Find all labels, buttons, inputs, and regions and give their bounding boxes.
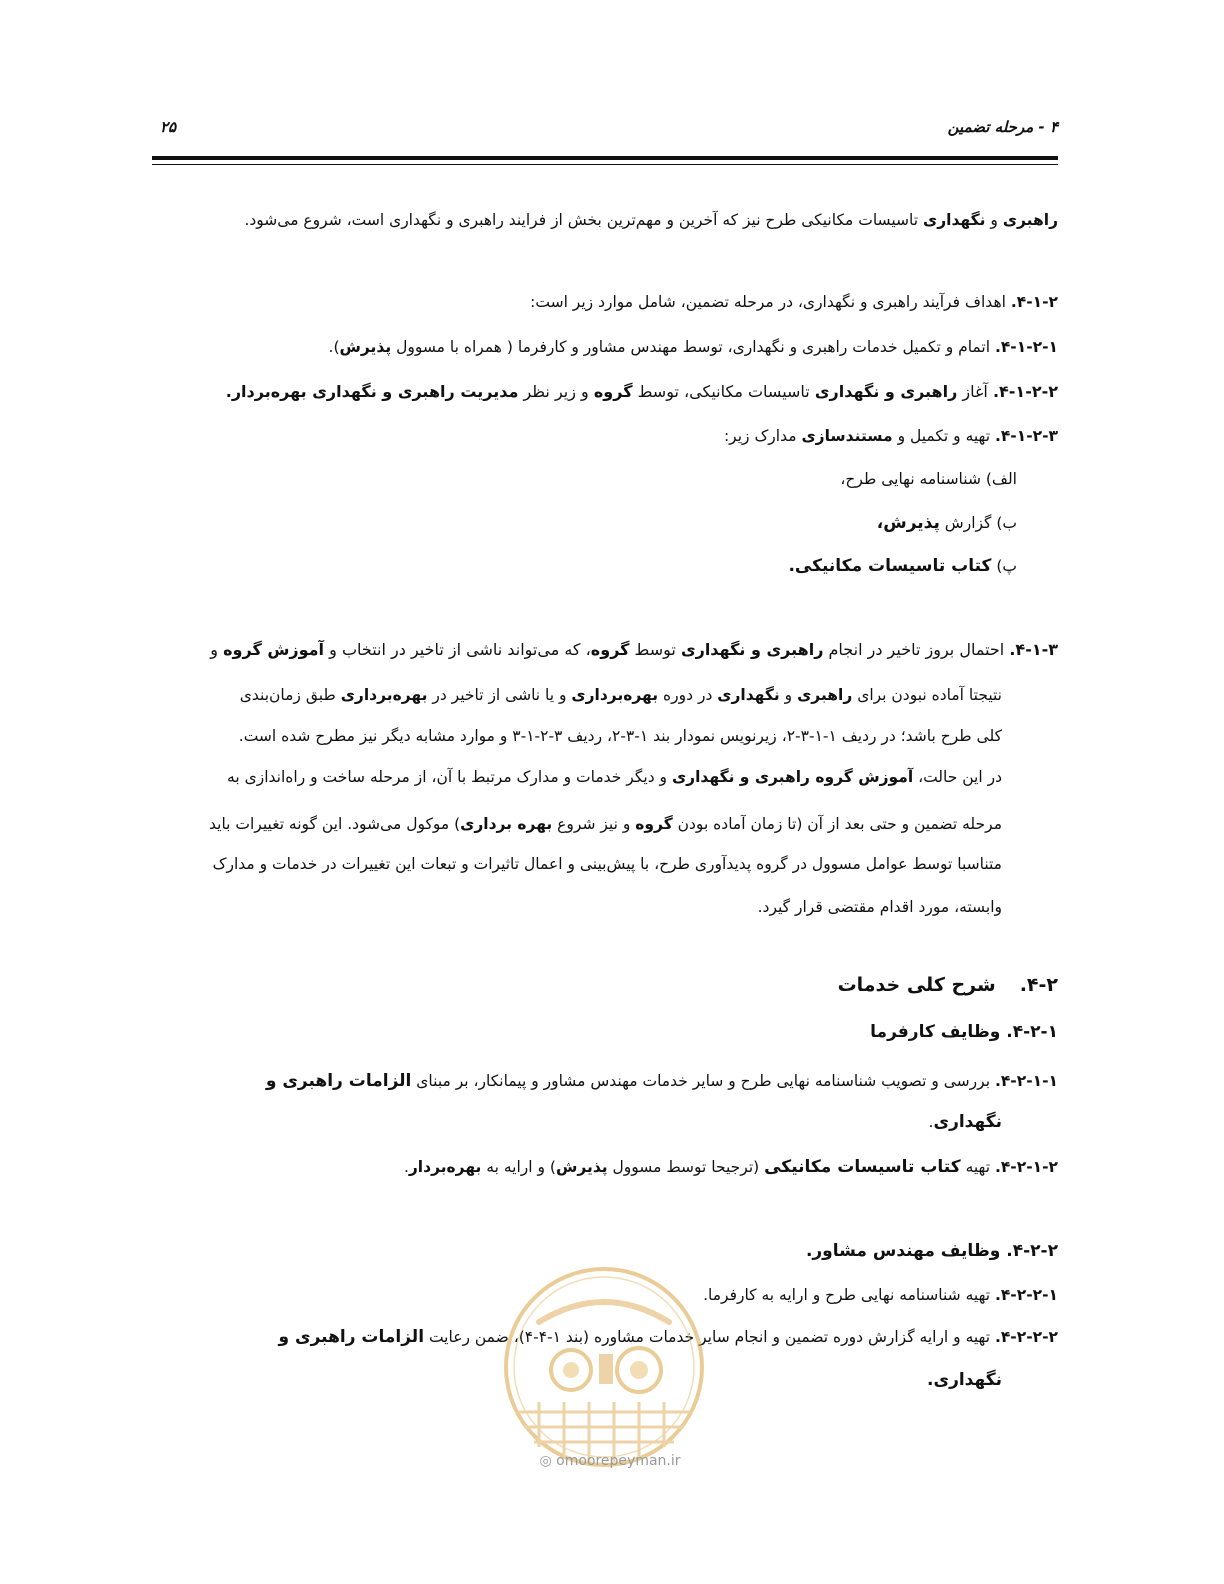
section-4-1-3-line-2: نتیجتا آماده نبودن برای راهبری و نگهداری در دوره بهره‌برداری و یا ناشی از تاخیر در بهره‌برداری طبق زمان‌بندی — [239, 686, 1002, 704]
section-4-1-3-line-6: متناسبا توسط عوامل مسوول در گروه پدیدآوری طرح، با پیش‌بینی و اعمال تاثیرات و تبعات این تغییرات در خدمات و مدارک — [212, 855, 1002, 873]
watermark-site: ◎ omoorepeyman.ir — [539, 1453, 681, 1469]
section-4-2-heading: ۴-۲.شرح کلی خدمات — [837, 974, 1058, 996]
list-item-pe: پ) کتاب تاسیسات مکانیکی. — [788, 556, 1017, 576]
section-4-2-2-heading: ۴-۲-۲. وظایف مهندس مشاور. — [805, 1241, 1058, 1261]
page-number: ۲۵ — [160, 118, 177, 136]
header-rule-thick — [152, 156, 1058, 160]
intro-paragraph: راهبری و نگهداری تاسیسات مکانیکی طرح نیز که آخرین و مهم‌ترین بخش از فرایند راهبری و نگهداری است، شروع می‌شود. — [244, 211, 1058, 229]
section-4-1-3-line-1: ۴-۱-۳. احتمال بروز تاخیر در انجام راهبری و نگهداری توسط گروه، که می‌تواند ناشی از تاخیر در انتخاب و آموزش گروه و — [210, 640, 1058, 659]
item-4-2-1-1-line-1: ۴-۲-۱-۱. بررسی و تصویب شناسنامه نهایی طرح و سایر خدمات مهندس مشاور و پیمانکار، بر مبنای الزامات راهبری و — [265, 1071, 1058, 1091]
header-rule-thin — [152, 164, 1058, 165]
list-item-alef: الف) شناسنامه نهایی طرح، — [840, 470, 1017, 488]
item-4-2-2-2-line-1: ۴-۲-۲-۲. تهیه و ارایه گزارش دوره تضمین و انجام سایر خدمات مشاوره (بند ۱-۴-۴)، ضمن رعایت الزامات راهبری و — [278, 1327, 1058, 1347]
item-4-1-2-3: ۴-۱-۲-۳. تهیه و تکمیل و مستندسازی مدارک زیر: — [723, 427, 1058, 445]
section-4-1-3-line-4: در این حالت، آموزش گروه راهبری و نگهداری و دیگر خدمات و مدارک مرتبط با آن، از مرحله ساخت و راه‌اندازی به — [227, 768, 1002, 786]
item-4-1-2-1: ۴-۱-۲-۱. اتمام و تکمیل خدمات راهبری و نگهداری، توسط مهندس مشاور و کارفرما ( همراه با مسوول پذیرش). — [328, 338, 1058, 356]
section-4-1-3-line-5: مرحله تضمین و حتی بعد از آن (تا زمان آماده بودن گروه و نیز شروع بهره برداری) موکول می‌شود. این گونه تغییرات باید — [209, 815, 1002, 833]
section-4-2-1-heading: ۴-۲-۱. وظایف کارفرما — [870, 1022, 1058, 1042]
section-4-1-3-line-3: کلی طرح باشد؛ در ردیف ۱-۱-۳-۲، زیرنویس نمودار بند ۱-۳-۲، ردیف ۳-۲-۱-۳ و موارد مشابه دیگر نیز مطرح شده است. — [238, 727, 1002, 745]
chapter-title: ۴ - مرحله تضمین — [947, 118, 1058, 136]
watermark-logo — [499, 1262, 709, 1472]
item-4-2-1-2: ۴-۲-۱-۲. تهیه کتاب تاسیسات مکانیکی (ترجیحا توسط مسوول پذیرش) و ارایه به بهره‌بردار. — [403, 1157, 1058, 1177]
item-4-2-1-1-line-2: نگهداری. — [928, 1112, 1002, 1132]
section-4-1-3-line-7: وابسته، مورد اقدام مقتضی قرار گیرد. — [757, 898, 1002, 916]
item-4-1-2-2: ۴-۱-۲-۲. آغاز راهبری و نگهداری تاسیسات مکانیکی، توسط گروه و زیر نظر مدیریت راهبری و نگهداری بهره‌بردار. — [225, 382, 1058, 401]
list-item-be: ب) گزارش پذیرش، — [876, 513, 1017, 533]
item-4-2-2-1: ۴-۲-۲-۱. تهیه شناسنامه نهایی طرح و ارایه به کارفرما. — [703, 1286, 1058, 1304]
section-4-1-2: ۴-۱-۲. اهداف فرآیند راهبری و نگهداری، در مرحله تضمین، شامل موارد زیر است: — [530, 293, 1058, 311]
item-4-2-2-2-line-2: نگهداری. — [927, 1370, 1002, 1390]
